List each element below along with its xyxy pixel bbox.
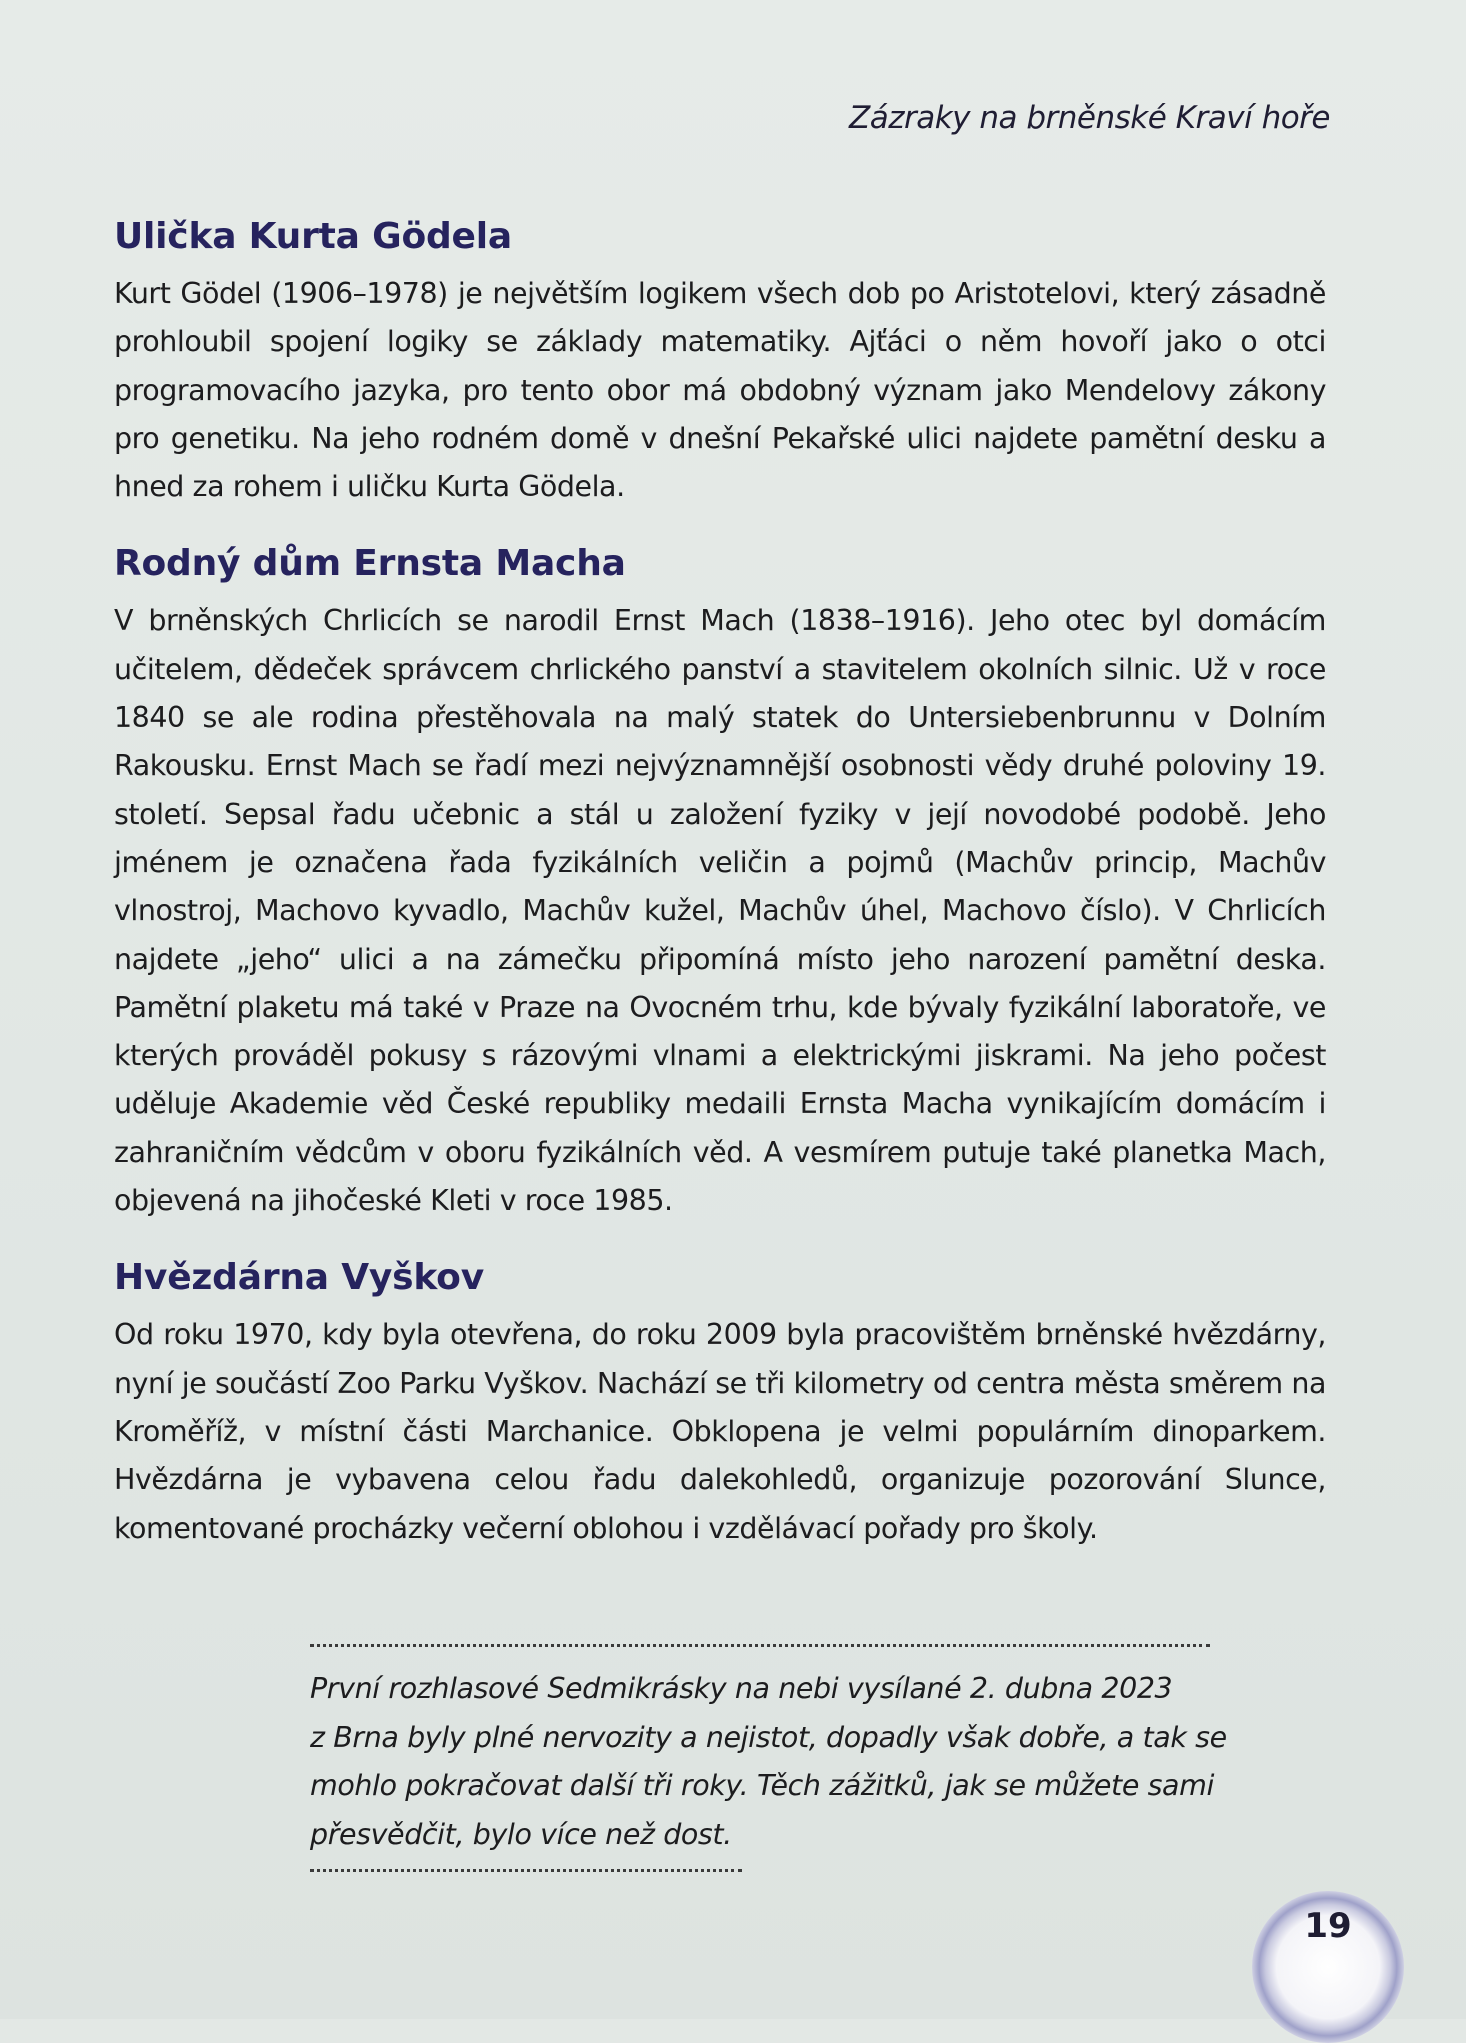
section-hvezdarna (114, 1251, 1326, 1552)
section-heading: Ulička Kurta Gödela (114, 216, 513, 257)
quote-box (310, 1644, 1227, 1872)
main-content (114, 210, 1326, 1579)
section-mach (114, 537, 1326, 1225)
quote-line: mohlo pokračovat další tři roky. Těch zážitků, jak se můžete sami (310, 1769, 1215, 1802)
running-head: Zázraky na brněnské Kraví hoře (848, 100, 1330, 136)
quote-line: První rozhlasové Sedmikrásky na nebi vysílané 2. dubna 2023 (310, 1672, 1173, 1705)
dotted-divider-bottom (310, 1869, 742, 1872)
section-body: Kurt Gödel (1906–1978) je největším logikem všech dob po Aristotelovi, který zásadně prohloubil spojení logiky se základy matematiky. Ajťáci o něm hovoří jako o otci programovacího jazyka, pro tento obor má obdobný význam jako Mendelovy zákony pro genetiku. Na jeho rodném domě v dnešní Pekařské ulici najdete pamětní desku a hned za rohem i uličku Kurta Gödela. (114, 277, 1326, 504)
quote-line: přesvědčit, bylo více než dost. (310, 1817, 732, 1851)
section-body: V brněnských Chrlicích se narodil Ernst Mach (1838–1916). Jeho otec byl domácím učitelem, dědeček správcem chrlického panství a stavitelem okolních silnic. Už v roce 1840 se ale rodina přestěhovala na malý statek do Untersiebenbrunnu v Dolním Rakousku. Ernst Mach se řadí mezi nejvýznamnější osobnosti vědy druhé poloviny 19. století. Sepsal řadu učebnic a stál u založení fyziky v její novodobé podobě. Jeho jménem je označena řada fyzikálních veličin a pojmů (Machův princip, Machův vlnostroj, Machovo kyvadlo, Machův kužel, Machův úhel, Machovo číslo). V Chrlicích najdete „jeho“ ulici a na zámečku připomíná místo jeho narození pamětní deska. Pamětní plaketu má také v Praze na Ovocném trhu, kde bývaly fyzikální laboratoře, ve kterých prováděl pokusy s rázovými vlnami a elektrickými jiskrami. Na jeho počest uděluje Akademie věd České republiky medaili Ernsta Macha vynikajícím domácím i zahraničním vědcům v oboru fyzikálních věd. A vesmírem putuje také planetka Mach, objevená na jihočeské Kleti v roce 1985. (114, 604, 1326, 1218)
quote-text (310, 1665, 1250, 1859)
section-heading: Hvězdárna Vyškov (114, 1257, 484, 1299)
section-godel (114, 210, 1326, 511)
quote-line: z Brna byly plné nervozity a nejistot, dopadly však dobře, a tak se (310, 1720, 1227, 1754)
dotted-divider-top (310, 1644, 1210, 1647)
section-heading: Rodný dům Ernsta Macha (114, 543, 626, 585)
section-body: Od roku 1970, kdy byla otevřena, do roku 2009 byla pracovištěm brněnské hvězdárny, nyní je součástí Zoo Parku Vyškov. Nachází se tři kilometry od centra města směrem na Kroměříž, v místní části Marchanice. Obklopena je velmi populárním dinoparkem. Hvězdárna je vybavena celou řadu dalekohledů, organizuje pozorování Slunce, komentované procházky večerní oblohou i vzdělávací pořady pro školy. (114, 1318, 1326, 1545)
page-number: 19 (1304, 1906, 1352, 1946)
